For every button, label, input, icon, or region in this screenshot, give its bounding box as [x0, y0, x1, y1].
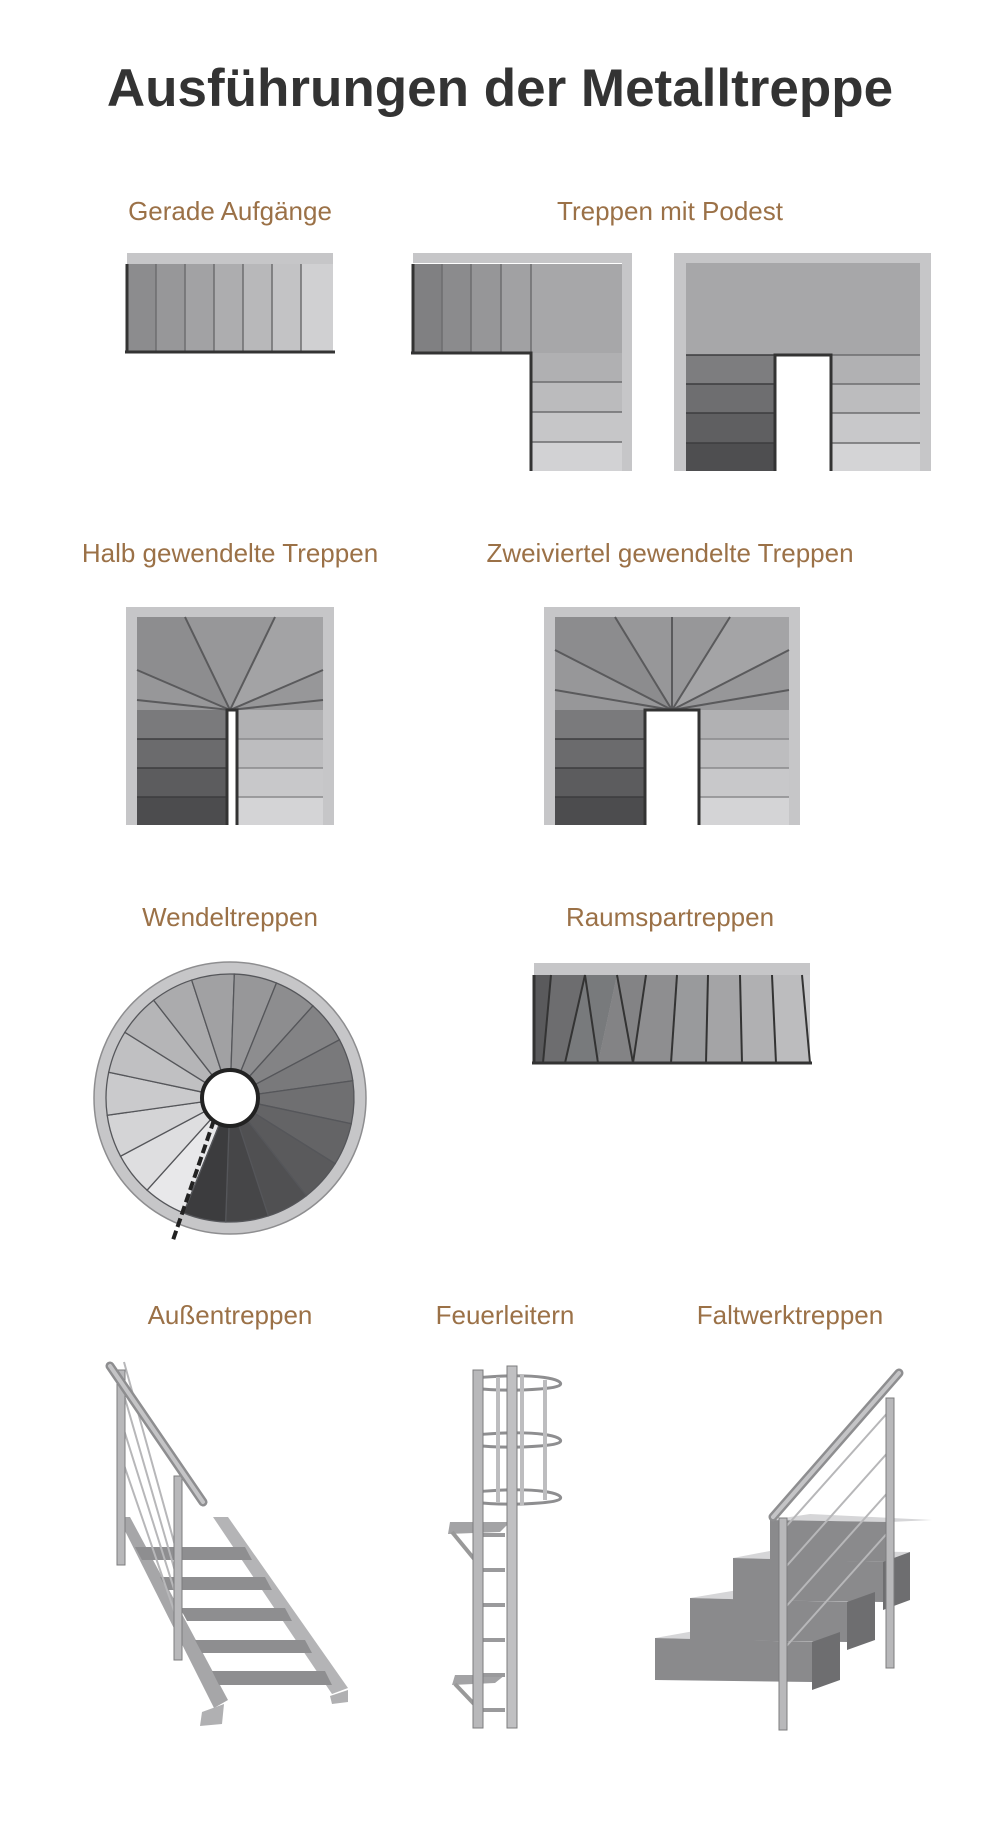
outdoor-stair-illustration — [110, 1362, 348, 1726]
straight-stair-plan — [125, 253, 335, 352]
label-wendeltreppen: Wendeltreppen — [142, 902, 318, 932]
space-saving-stair-plan — [532, 963, 812, 1063]
page-title: Ausführungen der Metalltreppe — [106, 59, 894, 118]
label-faltwerktreppen: Faltwerktreppen — [696, 1300, 884, 1330]
label-halb-gewendelte-treppen: Halb gewendelte Treppen — [81, 538, 379, 568]
spiral-stair-plan — [94, 962, 366, 1243]
fire-ladder-illustration — [448, 1366, 561, 1728]
two-quarter-turn-stair-plan — [544, 607, 800, 825]
half-turn-stair-plan — [126, 607, 334, 825]
folded-plate-stair-illustration — [655, 1373, 932, 1730]
landing-stair-u-plan — [674, 253, 931, 471]
label-feuerleitern: Feuerleitern — [435, 1300, 575, 1330]
label-treppen-mit-podest: Treppen mit Podest — [557, 196, 783, 226]
label-zweiviertel-gewendelte-treppen: Zweiviertel gewendelte Treppen — [486, 538, 854, 568]
landing-stair-l-plan — [411, 253, 632, 471]
label-raumspartreppen: Raumspartreppen — [565, 902, 775, 932]
label-gerade-aufgaenge: Gerade Aufgänge — [128, 196, 332, 226]
label-aussentreppen: Außentreppen — [147, 1300, 313, 1330]
